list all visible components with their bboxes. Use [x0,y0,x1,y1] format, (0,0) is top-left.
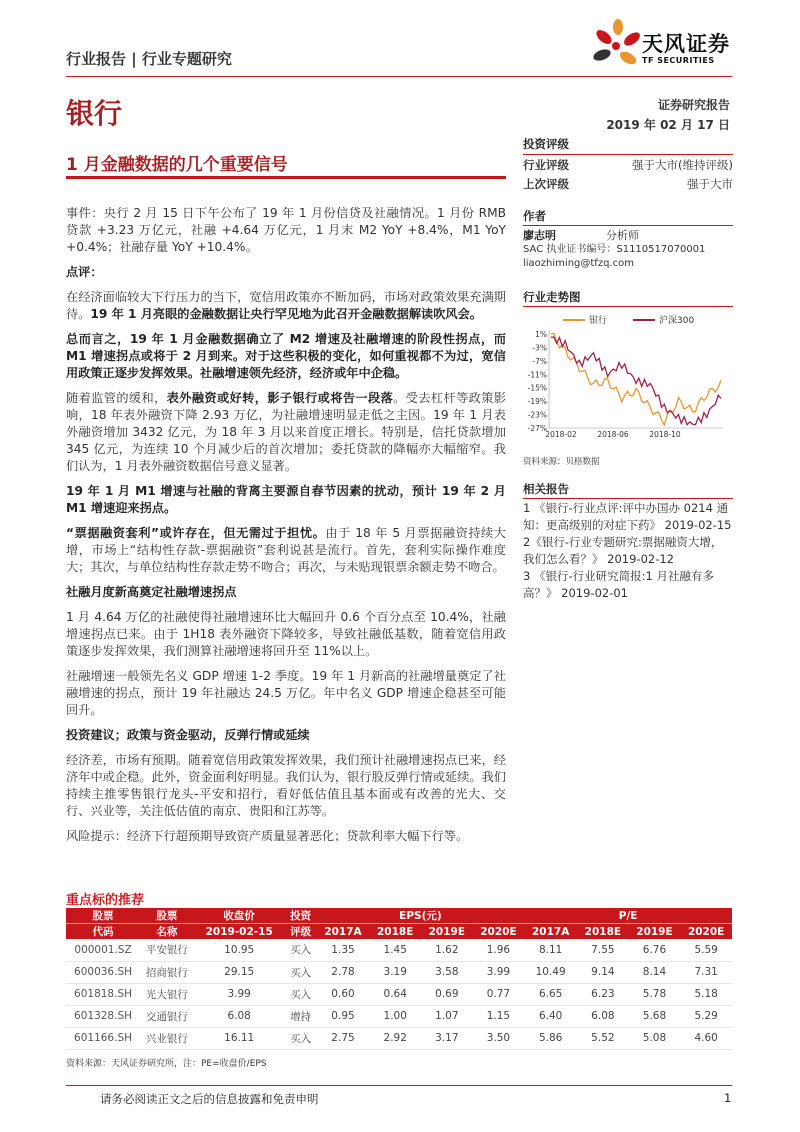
y-tick-label: -7% [532,356,547,366]
related-section [523,481,733,497]
table-cell: 8.14 [629,961,681,983]
table-cell: 3.99 [473,961,525,983]
author-name-row [523,229,733,243]
table-cell: 8.11 [524,939,577,961]
logo-text-cn: 天风证券 [642,32,730,56]
author-info [523,229,733,271]
paragraph [66,390,506,475]
table-cell: 9.14 [577,961,629,983]
table-cell: 1.15 [473,1005,525,1027]
table-row [66,939,732,961]
event-paragraph: 事件：央行 2 月 15 日下午公布了 19 年 1 月份信贷及社融情况。1 月份 RMB 贷款 +3.23 万亿元，社融 +4.64 万亿元，1 月末 M2 YoY +8.4%，M1 YoY +0.4%；社融存量 YoY +10.4%。 [66,206,506,254]
table-cell: 3.99 [194,983,285,1005]
header-divider [66,76,732,77]
risk-paragraph: 风险提示：经济下行超预期导致资产质量显著恶化；贷款利率大幅下行等。 [66,829,469,843]
table-cell: 1.96 [473,939,525,961]
table-body [66,939,732,1049]
table-header-cell: 股票 [66,908,140,924]
table-title: 重点标的推荐 [66,893,145,908]
table-cell: 600036.SH [66,961,140,983]
table-cell: 0.64 [369,983,421,1005]
table-cell: 2.92 [369,1027,421,1049]
y-tick-label: -15% [527,383,547,393]
table-cell: 买入 [285,1027,317,1049]
table-cell: 光大银行 [140,983,194,1005]
legend-label: 银行 [589,316,608,326]
author-cert: SAC 执业证书编号：S1110517070001 [523,244,706,255]
paragraph [66,289,506,323]
logo-text-en: TF SECURITIES [642,56,715,65]
table-cell: 6.40 [524,1005,577,1027]
y-tick-label: -23% [527,410,547,420]
table-cell: 平安银行 [140,939,194,961]
rating-rows [523,157,733,192]
table-header-cell: 2018E [369,924,421,940]
rating-key: 上次评级 [523,177,569,191]
table-cell: 3.50 [473,1027,525,1049]
author-divider [523,225,733,226]
table-cell: 5.86 [524,1027,577,1049]
trend-divider [523,306,733,307]
table-cell: 601818.SH [66,983,140,1005]
table-cell: 6.65 [524,983,577,1005]
table-cell: 601328.SH [66,1005,140,1027]
table-cell: 6.08 [577,1005,629,1027]
table-cell: 0.95 [317,1005,370,1027]
social-financing-heading: 社融月度新高奠定社融增速拐点 [66,585,237,599]
table-header-cell: 2019E [421,924,473,940]
series-line [551,333,721,425]
table-cell: 招商银行 [140,961,194,983]
y-tick-label: -27% [527,424,547,433]
trend-source: 资料来源：贝格数据 [523,457,600,467]
table-row [66,1027,732,1049]
title-underline [66,176,506,179]
paragraph-text: 由于 18 年 5 月票据融资持续大增，市场上“结构性存款-票据融资”套利说甚是流行。首先，套利实际操作难度大；其次，与单位结构性存款走势不吻合；再次，与未贴现银票余额走势不吻合。 [66,526,506,574]
table-cell: 交通银行 [140,1005,194,1027]
y-tick-label: -3% [532,343,547,353]
paragraph: 社融增速一般领先名义 GDP 增速 1-2 季度。19 年 1 月新高的社融增量奠定了社融增速的拐点，预计 19 年社融达 24.5 万亿。年中名义 GDP 增速企稳甚至可能回升。 [66,669,506,717]
table-cell: 1.07 [421,1005,473,1027]
summary-paragraph: 总而言之，19 年 1 月金融数据确立了 M2 增速及社融增速的阶段性拐点，而 M1 增速拐点或将于 2 月到来。对于这些积极的变化，如何重视都不为过，宽信用政策正逐步发挥效果。社融增速领先经济，经济或年中企稳。 [66,332,506,380]
table-header-cell: 收盘价 [194,908,285,924]
paragraph-text: 在经济面临较大下行压力的当下，宽信用政策亦不断加码，市场对政策效果充满期待。 [66,290,506,321]
table-cell: 6.76 [629,939,681,961]
table-cell: 7.55 [577,939,629,961]
related-item[interactable]: 2《银行-行业专题研究:票据融资大增，我们怎么看？》 2019-02-12 [523,535,723,566]
table-header-cell: 2019-02-15 [194,924,285,940]
report-category: 行业报告 | 行业专题研究 [66,50,232,68]
table-header-cell: 2017A [317,924,370,940]
table-cell: 0.60 [317,983,370,1005]
paragraph-bold: “票据融资套利”或许存在，但无需过于担忧。 [66,526,326,540]
rating-value: 强于大市 [687,177,733,191]
rating-divider [523,154,733,155]
author-section [523,208,733,224]
table-cell: 兴业银行 [140,1027,194,1049]
table-cell: 2.75 [317,1027,370,1049]
rating-row [523,157,733,173]
table-cell: 4.60 [680,1027,732,1049]
table-cell: 5.52 [577,1027,629,1049]
paragraph [66,525,506,576]
trend-section [523,289,733,305]
table-cell: 3.17 [421,1027,473,1049]
table-row [66,1005,732,1027]
author-heading: 作者 [523,209,546,223]
rating-key: 行业评级 [523,158,569,172]
main-body [66,205,506,853]
table-header-cell: 投资 [285,908,317,924]
table-cell: 买入 [285,983,317,1005]
paragraph-text: 。受去杠杆等政策影响，18 年表外融资下降 2.93 万亿，为社融增速明显走低之主因。19 年 1 月表外融资增加 3432 亿元，为 18 年 3 月以来首度正增长。特别是，信托贷款增加 345 亿元，为连续 10 个月减少后的首次增加；委托贷款的降幅亦大幅缩窄。我们认为，1 月表外融资数据信号意义显著。 [66,391,507,473]
rating-heading: 投资评级 [523,137,569,151]
rating-row [523,176,733,192]
table-header-cell: 2018E [577,924,629,940]
table-cell: 5.68 [629,1005,681,1027]
investment-heading: 投资建议；政策与资金驱动，反弹行情或延续 [66,728,310,742]
table-header-cell: 股票 [140,908,194,924]
table-header-cell: 2019E [629,924,681,940]
table-cell: 3.19 [369,961,421,983]
sector-title: 银行 [66,97,123,130]
x-tick-label: 2018-06 [597,430,629,439]
table-header-cell: 2017A [524,924,577,940]
related-item[interactable]: 3 《银行-行业研究简报:1 月社融有多高？》 2019-02-01 [523,569,714,600]
x-tick-label: 2018-02 [545,430,577,439]
table-cell: 1.62 [421,939,473,961]
table-cell: 5.59 [680,939,732,961]
table-cell: 买入 [285,961,317,983]
stock-table [66,908,732,1050]
table-cell: 10.49 [524,961,577,983]
y-tick-label: -19% [527,397,547,407]
table-header-cell: 代码 [66,924,140,940]
author-role: 分析师 [606,229,639,242]
table-header-cell: 2020E [473,924,525,940]
table-cell: 5.08 [629,1027,681,1049]
report-type: 证券研究报告 [657,98,730,112]
table-cell: 000001.SZ [66,939,140,961]
table-cell: 601166.SH [66,1027,140,1049]
table-cell: 7.31 [680,961,732,983]
table-cell: 增持 [285,1005,317,1027]
table-row [66,961,732,983]
y-tick-label: -11% [527,370,547,380]
paragraph: 经济差，市场有预期。随着宽信用政策发挥效果，我们预计社融增速拐点已来，经济年中或企稳。此外，资金面利好明显。我们认为，银行股反弹行情或延续。我们持续主推零售银行龙头-平安和招行，看好低估值且基本面或有改善的光大、交行、兴业等，关注低估值的南京、贵阳和江苏等。 [66,753,506,818]
related-heading: 相关报告 [523,482,569,496]
paragraph-bold: 19 年 1 月亮眼的金融数据让央行罕见地为此召开金融数据解读吹风会。 [90,307,482,321]
related-list [523,500,733,602]
table-cell: 6.23 [577,983,629,1005]
legend-label: 沪深300 [659,316,695,326]
footer-disclaimer: 请务必阅读正文之后的信息披露和免责申明 [100,1092,319,1106]
comment-heading: 点评： [66,265,103,279]
rating-section [523,136,733,152]
report-title: 1 月金融数据的几个重要信号 [66,155,288,175]
author-name: 廖志明 [523,229,556,242]
table-header-cell: P/E [524,908,732,924]
table-cell: 买入 [285,939,317,961]
paragraph-text: 随着监管的缓和， [66,391,167,405]
author-email[interactable]: liaozhiming@tfzq.com [523,258,634,269]
table-cell: 1.00 [369,1005,421,1027]
trend-chart [523,310,733,445]
table-cell: 10.95 [194,939,285,961]
table-header-cell: 名称 [140,924,194,940]
rating-value: 强于大市(维持评级) [632,158,733,172]
table-cell: 0.69 [421,983,473,1005]
table-header-row [66,924,732,940]
x-tick-label: 2018-10 [649,430,681,439]
paragraph: 1 月 4.64 万亿的社融使得社融增速环比大幅回升 0.6 个百分点至 10.4%，社融增速拐点已来。由于 1H18 表外融资下降较多，导致社融低基数，随着宽信用政策逐步发挥效果，我们测算社融增速将回升至 11%以上。 [66,610,506,658]
table-header-cell: 评级 [285,924,317,940]
related-divider [523,498,733,499]
trend-heading: 行业走势图 [523,290,581,304]
table-cell: 5.78 [629,983,681,1005]
related-item[interactable]: 1 《银行-行业点评:评中办国办 0214 通知：更高级别的对症下药》 2019-02-15 [523,501,732,532]
footer-divider [66,1085,732,1086]
m1-paragraph: 19 年 1 月 M1 增速与社融的背离主要源自春节因素的扰动，预计 19 年 2 月 M1 增速迎来拐点。 [66,484,506,515]
table-cell: 16.11 [194,1027,285,1049]
table-header-row [66,908,732,924]
table-cell: 29.15 [194,961,285,983]
table-cell: 6.08 [194,1005,285,1027]
table-cell: 1.45 [369,939,421,961]
page-number: 1 [724,1091,732,1105]
table-header-cell: EPS(元) [317,908,525,924]
table-cell: 1.35 [317,939,370,961]
table-cell: 0.77 [473,983,525,1005]
table-cell: 5.18 [680,983,732,1005]
y-tick-label: 1% [535,330,547,339]
table-cell: 2.78 [317,961,370,983]
table-source: 资料来源：天风证券研究所，注：PE=收盘价/EPS [66,1059,267,1069]
table-row [66,983,732,1005]
table-header-cell: 2020E [680,924,732,940]
tf-logo-icon [588,18,640,74]
paragraph-bold: 表外融资或好转，影子银行或将告一段落 [166,391,394,405]
report-date: 2019 年 02 月 17 日 [606,118,730,132]
table-cell: 5.29 [680,1005,732,1027]
table-cell: 3.58 [421,961,473,983]
